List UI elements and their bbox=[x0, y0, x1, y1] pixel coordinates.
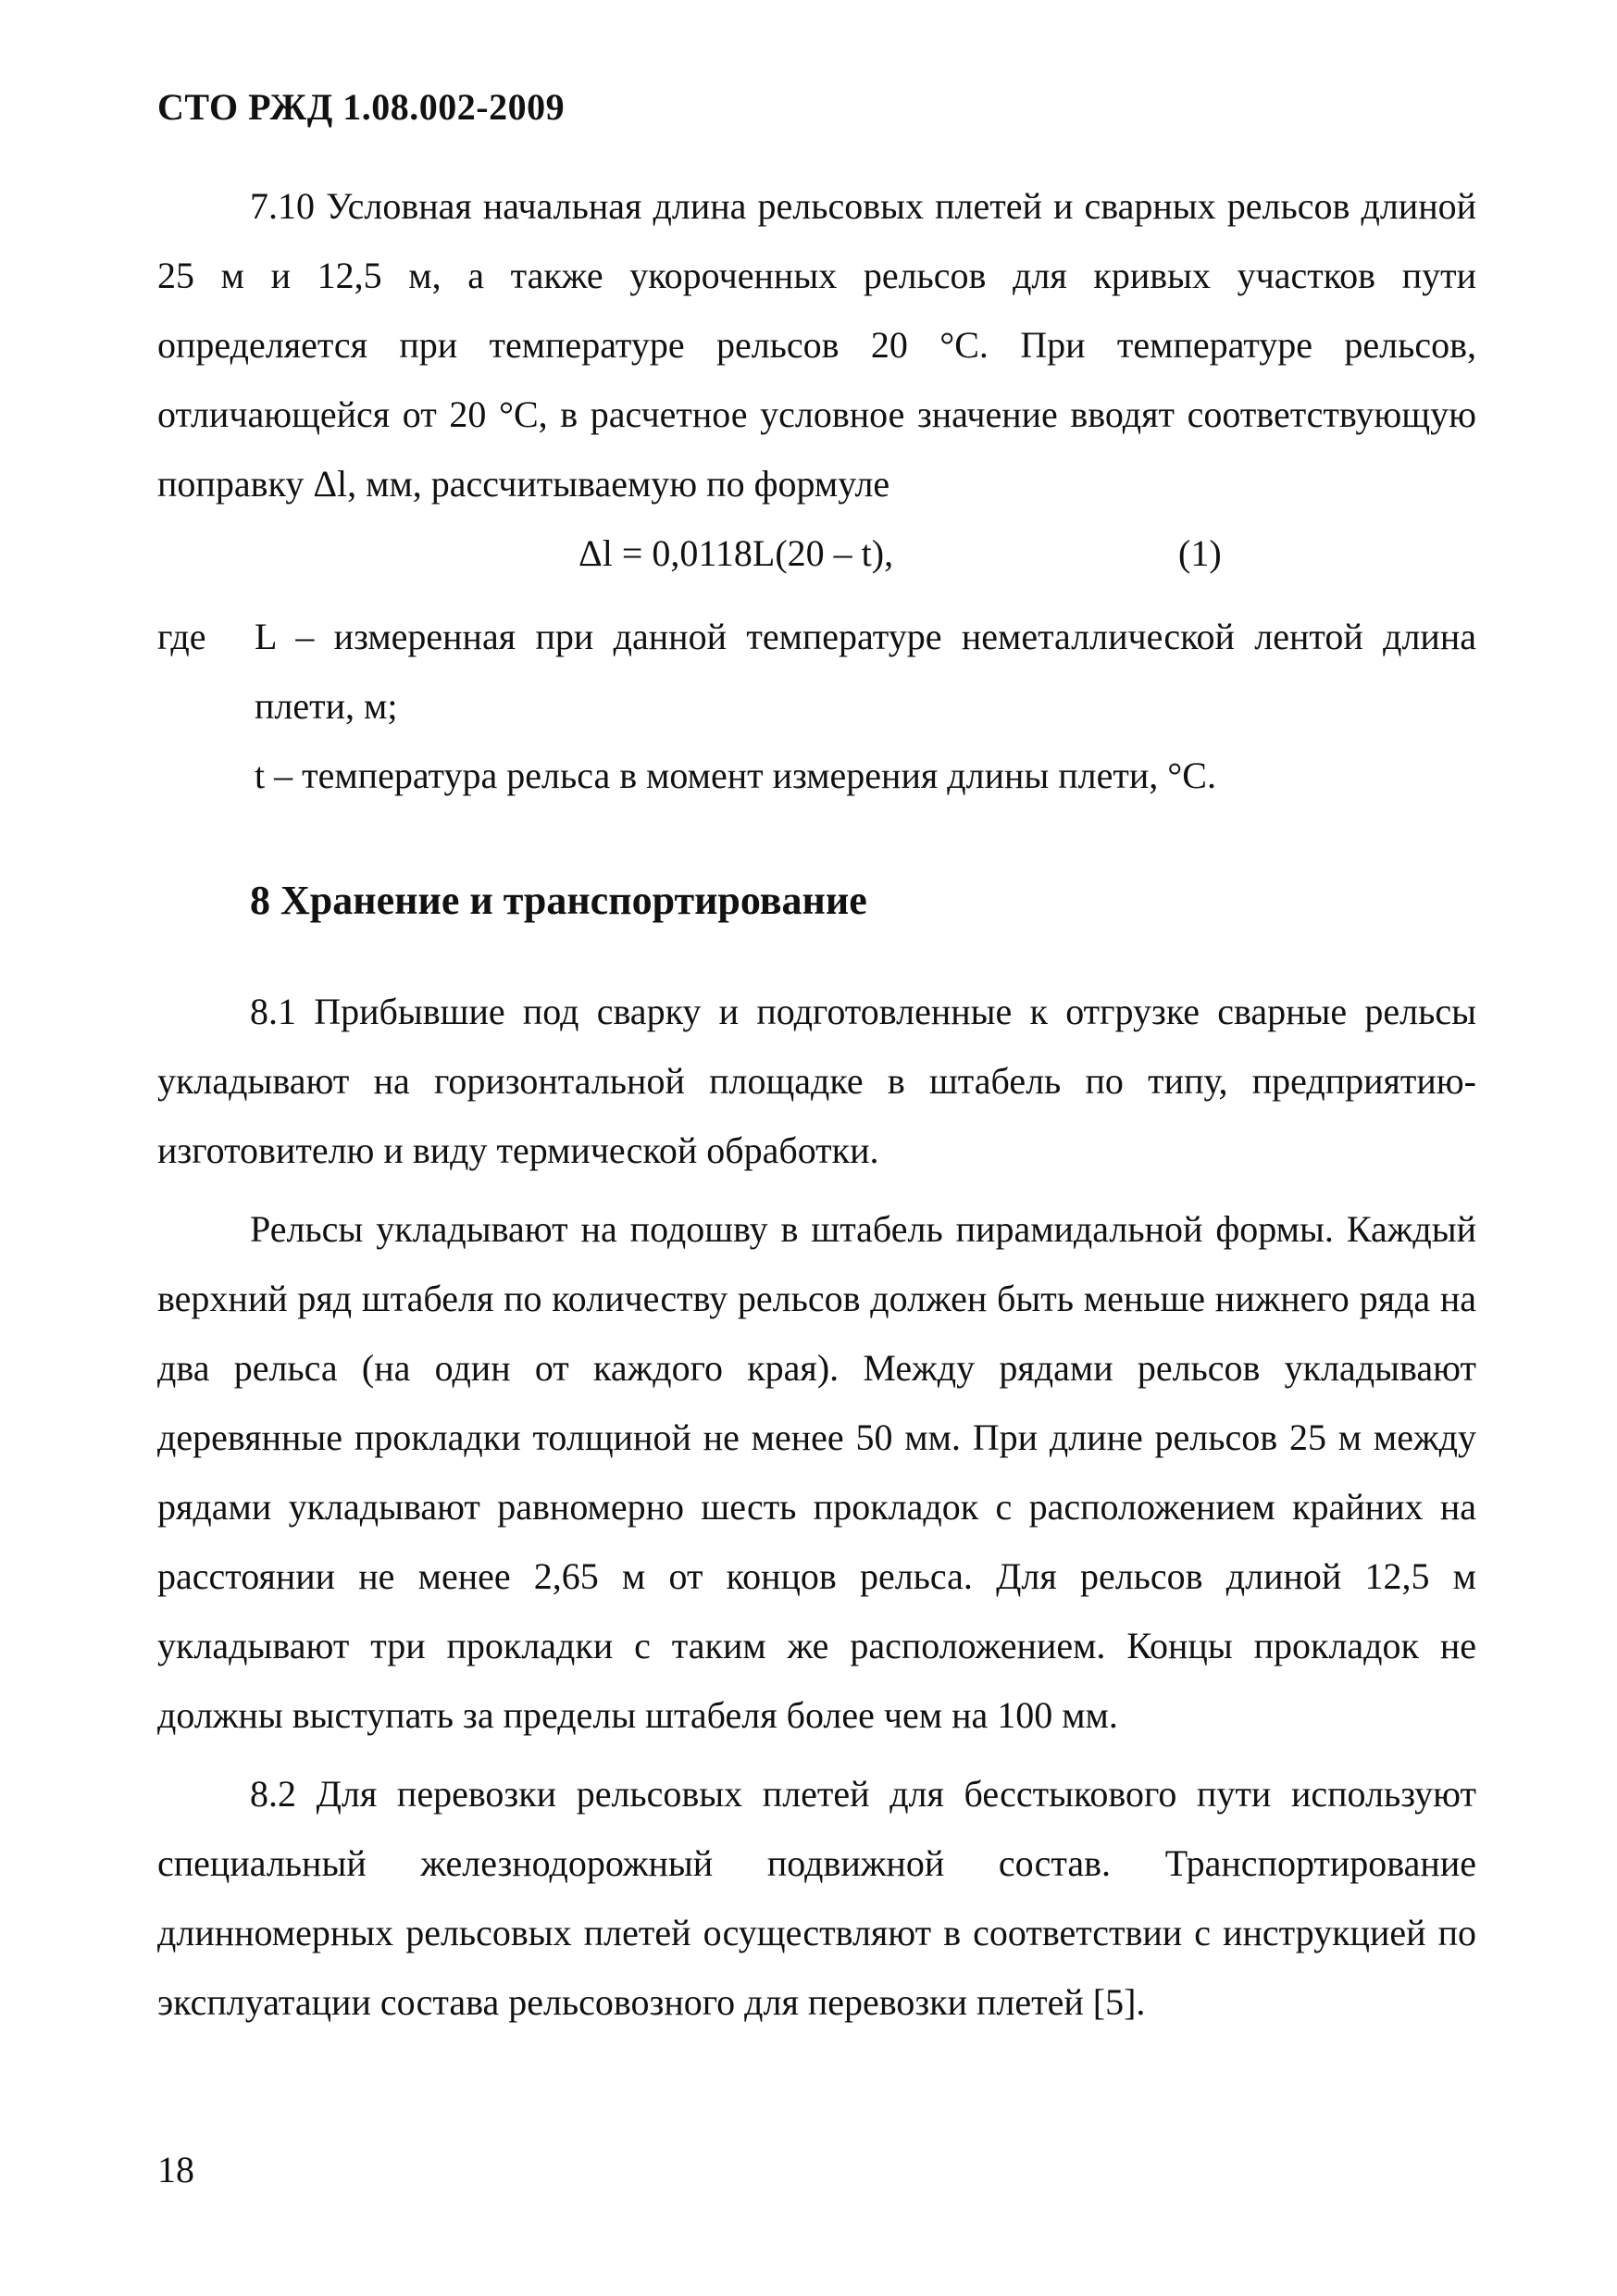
document-body bbox=[157, 171, 1476, 2037]
legend-definitions bbox=[255, 602, 1476, 810]
formula-number: (1) bbox=[1178, 532, 1222, 574]
definition-L: L – измеренная при данной температуре неметаллической лентой длина плети, м; bbox=[255, 616, 1476, 727]
paragraph-8-1: 8.1 Прибывшие под сварку и подготовленные к отгрузке сварные рельсы укладывают на горизонтальной площадке в штабель по типу, предприятию-изготовителю и виду термической обработки. bbox=[157, 991, 1476, 1171]
document-code-header: СТО РЖД 1.08.002-2009 bbox=[157, 86, 566, 128]
paragraph-8-2: 8.2 Для перевозки рельсовых плетей для бесстыкового пути используют специальный железнодорожный подвижной состав. Транспортирование длинномерных рельсовых плетей осуществляют в соответствии с инструкцией по эксплуатации состава рельсовозного для перевозки плетей [5]. bbox=[157, 1773, 1476, 2023]
formula-expression: Δl = 0,0118L(20 – t), bbox=[578, 532, 894, 574]
section-8-title: 8 Хранение и транспортирование bbox=[250, 878, 867, 923]
paragraph-7-10: 7.10 Условная начальная длина рельсовых плетей и сварных рельсов длиной 25 м и 12,5 м, а также укороченных рельсов для кривых участков пути определяется при температуре рельсов 20 °С. При температуре рельсов, отличающейся от 20 °С, в расчетное условное значение вводят соответствующую поправку Δl, мм, рассчитываемую по формуле bbox=[157, 185, 1476, 505]
formula-legend bbox=[157, 602, 1476, 810]
page-number: 18 bbox=[157, 2149, 194, 2190]
formula-block bbox=[157, 518, 1476, 588]
where-label: где bbox=[157, 616, 206, 657]
definition-t: t – температура рельса в момент измерения длины плети, °С. bbox=[255, 755, 1216, 796]
paragraph-rail-stacking: Рельсы укладывают на подошву в штабель пирамидальной формы. Каждый верхний ряд штабеля по количеству рельсов должен быть меньше нижнего ряда на два рельса (на один от каждого края). Между рядами рельсов укладывают деревянные прокладки толщиной не менее 50 мм. При длине рельсов 25 м между рядами укладывают равномерно шесть прокладок с расположением крайних на расстоянии не менее 2,65 м от концов рельса. Для рельсов длиной 12,5 м укладывают три прокладки с таким же расположением. Концы прокладок не должны выступать за пределы штабеля более чем на 100 мм. bbox=[157, 1208, 1476, 1736]
